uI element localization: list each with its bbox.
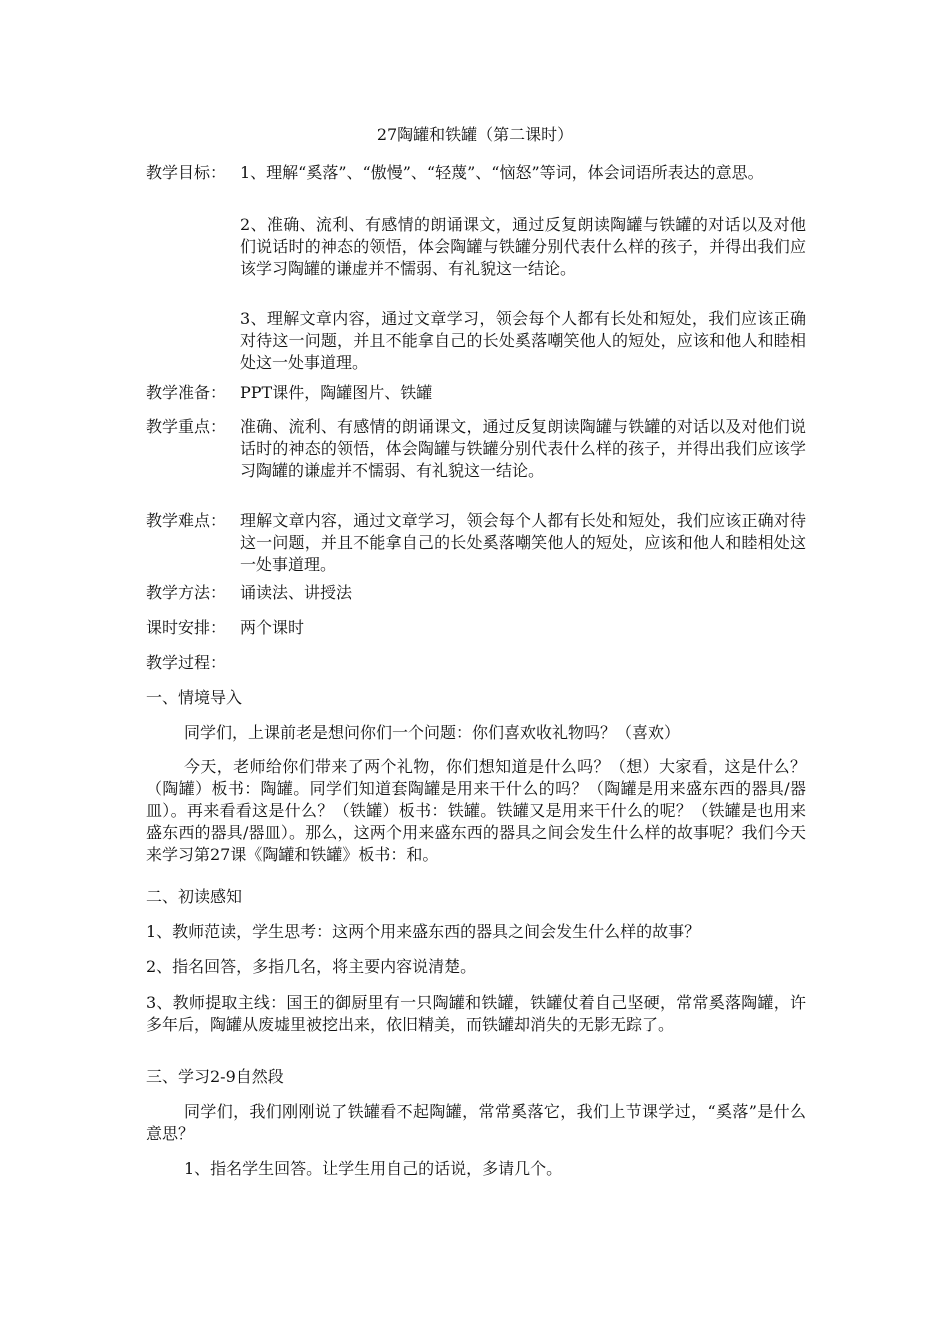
- method-row: [146, 582, 806, 604]
- section-1-heading: 一、情境导入: [146, 688, 243, 707]
- method-label: 教学方法：: [146, 583, 227, 602]
- section-3-paragraph-1: 同学们，我们刚刚说了铁罐看不起陶罐，常常奚落它，我们上节课学过，“奚落”是什么意思？: [146, 1102, 806, 1143]
- difficulty-row: [146, 510, 806, 576]
- difficulty-text: 理解文章内容，通过文章学习，领会每个人都有长处和短处，我们应该正确对待这一问题，并且不能拿自己的长处奚落嘲笑他人的短处，应该和他人和睦相处这一处事道理。: [240, 511, 806, 574]
- section-2-paragraph-1: 1、教师范读，学生思考：这两个用来盛东西的器具之间会发生什么样的故事？: [146, 922, 701, 941]
- goals-item-3: 3、理解文章内容，通过文章学习，领会每个人都有长处和短处，我们应该正确对待这一问题，并且不能拿自己的长处奚落嘲笑他人的短处，应该和他人和睦相处这一处事道理。: [240, 309, 806, 372]
- goals-row: [146, 162, 806, 184]
- section-2-paragraph-2: 2、指名回答，多指几名，将主要内容说清楚。: [146, 957, 477, 976]
- focus-label: 教学重点：: [146, 417, 227, 436]
- section-1-paragraph-2: 今天，老师给你们带来了两个礼物，你们想知道是什么吗？（想）大家看，这是什么？（陶罐）板书：陶罐。同学们知道套陶罐是用来干什么的吗？（陶罐是用来盛东西的器具/器皿）。再来看看这是什么？（铁罐）板书：铁罐。铁罐又是用来干什么的呢？（铁罐是也用来盛东西的器具/器皿）。那么，这两个用来盛东西的器具之间会发生什么样的故事呢？我们今天来学习第27课《陶罐和铁罐》板书：和。: [146, 757, 806, 864]
- process-label: 教学过程：: [146, 653, 227, 672]
- prep-text: PPT课件，陶罐图片、铁罐: [240, 383, 433, 402]
- section-2-paragraph-3: 3、教师提取主线：国王的御厨里有一只陶罐和铁罐，铁罐仗着自己坚硬，常常奚落陶罐，许多年后，陶罐从废墟里被挖出来，依旧精美，而铁罐却消失的无影无踪了。: [146, 993, 806, 1034]
- goals-item-2: 2、准确、流利、有感情的朗诵课文，通过反复朗读陶罐与铁罐的对话以及对他们说话时的神态的领悟，体会陶罐与铁罐分别代表什么样的孩子，并得出我们应该学习陶罐的谦虚并不懦弱、有礼貌这一结论。: [240, 215, 806, 278]
- prep-row: [146, 382, 806, 404]
- focus-text: 准确、流利、有感情的朗诵课文，通过反复朗读陶罐与铁罐的对话以及对他们说话时的神态的领悟，体会陶罐与铁罐分别代表什么样的孩子，并得出我们应该学习陶罐的谦虚并不懦弱、有礼貌这一结论。: [240, 417, 806, 480]
- section-1-paragraph-1: 同学们，上课前老是想问你们一个问题：你们喜欢收礼物吗？（喜欢）: [184, 723, 681, 742]
- difficulty-label: 教学难点：: [146, 511, 227, 530]
- schedule-label: 课时安排：: [146, 618, 227, 637]
- section-2-heading: 二、初读感知: [146, 887, 243, 906]
- goals-item-1: 1、理解“奚落”、“傲慢”、“轻蔑”、“恼怒”等词，体会词语所表达的意思。: [240, 163, 764, 182]
- focus-row: [146, 416, 806, 482]
- goals-label: 教学目标：: [146, 163, 227, 182]
- prep-label: 教学准备：: [146, 383, 227, 402]
- section-3-heading: 三、学习2-9自然段: [146, 1067, 284, 1086]
- document-title: 27陶罐和铁罐（第二课时）: [376, 125, 574, 144]
- section-3-paragraph-2: 1、指名学生回答。让学生用自己的话说，多请几个。: [184, 1159, 563, 1178]
- schedule-text: 两个课时: [240, 618, 305, 637]
- method-text: 诵读法、讲授法: [240, 583, 353, 602]
- schedule-row: [146, 617, 806, 639]
